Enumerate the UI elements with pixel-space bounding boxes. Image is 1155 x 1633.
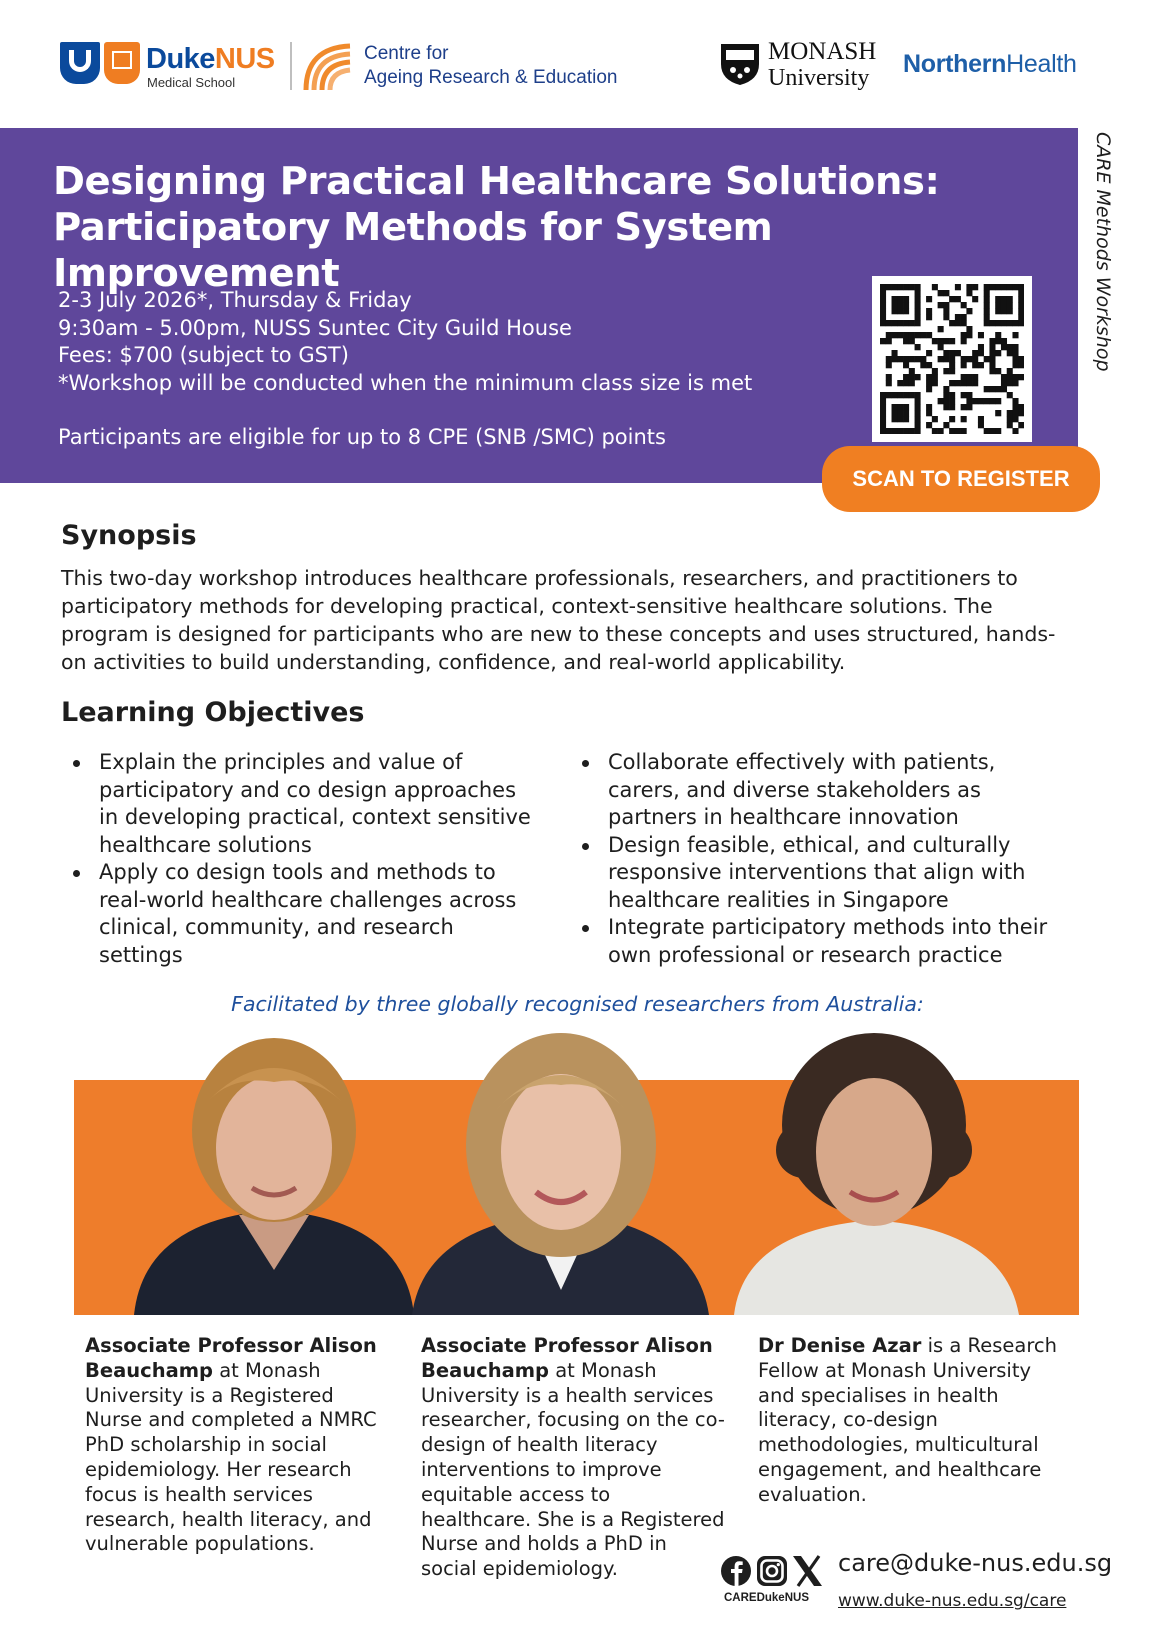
workshop-title: Designing Practical Healthcare Solutions: Participatory Methods for System Improvement: [53, 159, 940, 296]
objectives-list-left: [60, 749, 540, 969]
synopsis-heading: Synopsis: [61, 520, 197, 551]
facilitator-bio-3: Dr Denise Azar is a Research Fellow at Monash University and specialises in health literacy, co-design methodologies, multicultural engagement, and healthcare evaluation.: [758, 1334, 1057, 1506]
facilitator-bio-2: Associate Professor Alison Beauchamp at Monash University is a health services researcher, focusing on the co-design of health literacy interventions to improve equitable access to healthcare. She is a Registered Nurse and holds a PhD in social epidemiology.: [421, 1334, 725, 1581]
duke-shield-logo: [60, 42, 100, 84]
header-divider: [290, 42, 292, 90]
scan-to-register-button[interactable]: SCAN TO REGISTER: [822, 446, 1100, 512]
workshop-time-venue: 9:30am - 5.00pm, NUSS Suntec City Guild House: [58, 315, 572, 340]
objective-item: Collaborate effectively with patients, carers, and diverse stakeholders as partners in healthcare innovation: [569, 749, 1049, 832]
website-link[interactable]: www.duke-nus.edu.sg/care: [838, 1591, 1067, 1611]
nus-crest-logo: [104, 42, 140, 84]
objectives-heading: Learning Objectives: [61, 697, 365, 728]
objective-item: Integrate participatory methods into their own professional or research practice: [569, 914, 1049, 969]
portrait-facilitator-2: [412, 1033, 709, 1315]
instagram-icon[interactable]: [757, 1556, 787, 1586]
social-icons: [720, 1553, 824, 1589]
side-label: CARE Methods Workshop: [1092, 132, 1114, 372]
monash-wordmark: MONASH University: [768, 38, 877, 91]
objectives-list-right: [569, 749, 1049, 969]
duke-nus-wordmark: DukeNUS: [146, 43, 275, 75]
care-wordmark: Centre for Ageing Research & Education: [364, 43, 618, 88]
synopsis-text: This two-day workshop introduces healthcare professionals, researchers, and practitioners to participatory methods for developing practical, context-sensitive healthcare solutions. The program is designed for participants who are new to these concepts and uses structured, hands-on activities to build understanding, confidence, and real-world applicability.: [61, 566, 1056, 674]
workshop-details: [58, 287, 752, 397]
workshop-date: 2-3 July 2026*, Thursday & Friday: [58, 288, 412, 312]
objective-item: Explain the principles and value of participatory and co design approaches in developing practical, context sensitive healthcare solutions: [60, 749, 540, 859]
x-icon[interactable]: [793, 1556, 822, 1586]
facebook-icon[interactable]: [721, 1556, 751, 1586]
facilitator-photos: [74, 1030, 1079, 1315]
social-handle: CAREDukeNUS: [724, 1592, 809, 1604]
cpe-points: Participants are eligible for up to 8 CPE (SNB /SMC) points: [58, 425, 666, 449]
portrait-facilitator-3: [734, 1033, 1019, 1315]
objective-item: Apply co design tools and methods to real-world healthcare challenges across clinical, community, and research settings: [60, 859, 540, 969]
facilitators-intro: Facilitated by three globally recognised researchers from Australia:: [231, 992, 924, 1016]
contact-email-link[interactable]: care@duke-nus.edu.sg: [838, 1549, 1113, 1577]
facilitator-bio-1: Associate Professor Alison Beauchamp at Monash University is a Registered Nurse and completed a NMRC PhD scholarship in social epidemiology. Her research focus is health services research, health literacy, and vulnerable populations.: [85, 1334, 377, 1556]
northern-health-wordmark: NorthernHealth: [903, 50, 1077, 78]
objective-item: Design feasible, ethical, and culturally responsive interventions that align with healthcare realities in Singapore: [569, 832, 1049, 915]
monash-crest-logo: [719, 42, 761, 86]
workshop-fees: Fees: $700 (subject to GST): [58, 343, 349, 367]
registration-qr-code[interactable]: [872, 276, 1032, 442]
duke-nus-subtitle: Medical School: [147, 75, 236, 90]
care-arcs-logo: [302, 42, 354, 92]
workshop-note: *Workshop will be conducted when the minimum class size is met: [58, 370, 753, 395]
portrait-facilitator-1: [134, 1038, 414, 1315]
